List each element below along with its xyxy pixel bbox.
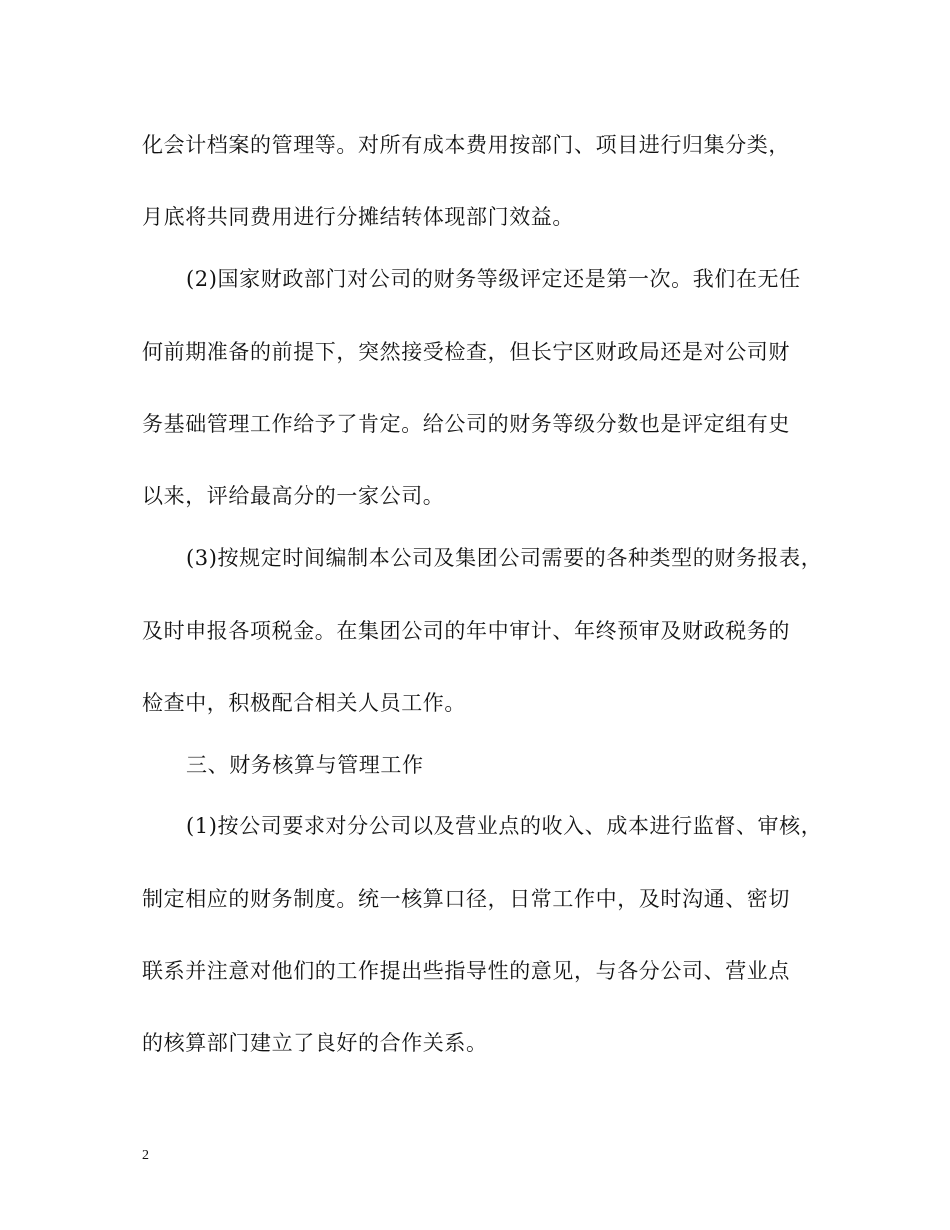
text-line: 联系并注意对他们的工作提出些指导性的意见，与各分公司、营业点 bbox=[142, 959, 790, 983]
paragraph-1-start: (1)按公司要求对分公司以及营业点的收入、成本进行监督、审核， bbox=[186, 814, 823, 838]
section-heading: 三、财务核算与管理工作 bbox=[186, 753, 424, 777]
text-line: 化会计档案的管理等。对所有成本费用按部门、项目进行归集分类， bbox=[142, 133, 790, 157]
paragraph-3-start: (3)按规定时间编制本公司及集团公司需要的各种类型的财务报表， bbox=[186, 546, 823, 570]
text-line: 制定相应的财务制度。统一核算口径，日常工作中，及时沟通、密切 bbox=[142, 887, 790, 911]
text-line: 以来，评给最高分的一家公司。 bbox=[142, 484, 445, 508]
text-line: 的核算部门建立了良好的合作关系。 bbox=[142, 1031, 488, 1055]
text-line: 何前期准备的前提下，突然接受检查，但长宁区财政局还是对公司财 bbox=[142, 340, 790, 364]
text-line: 务基础管理工作给予了肯定。给公司的财务等级分数也是评定组有史 bbox=[142, 412, 790, 436]
text-line: 检查中，积极配合相关人员工作。 bbox=[142, 691, 466, 715]
text-line: 月底将共同费用进行分摊结转体现部门效益。 bbox=[142, 205, 574, 229]
text-line: 及时申报各项税金。在集团公司的年中审计、年终预审及财政税务的 bbox=[142, 619, 790, 643]
page-number: 2 bbox=[142, 1148, 149, 1163]
paragraph-2-start: (2)国家财政部门对公司的财务等级评定还是第一次。我们在无任 bbox=[186, 267, 801, 291]
